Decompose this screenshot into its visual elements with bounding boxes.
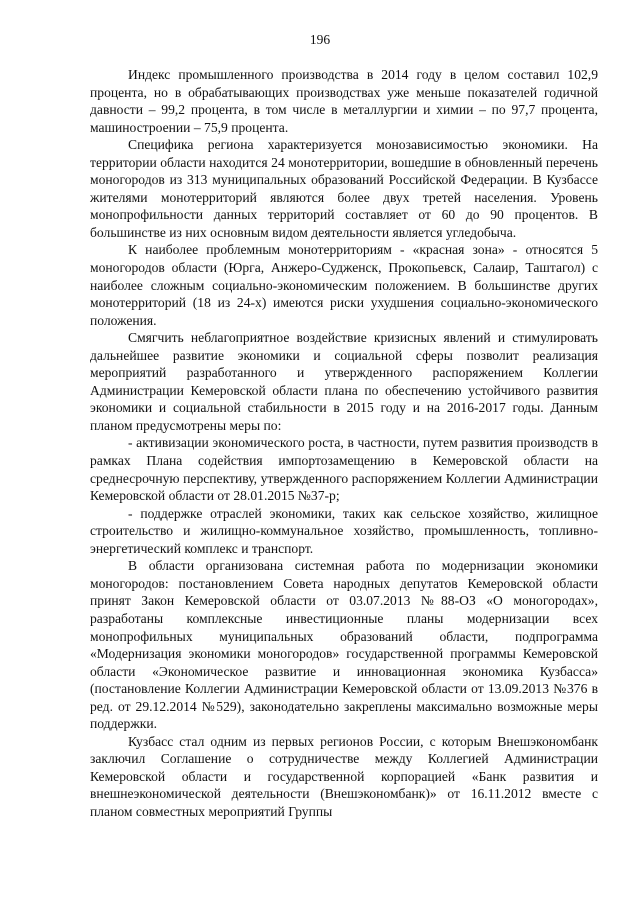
paragraph-region-specifics: Специфика региона характеризуется монозависимостью экономики. На территории области находится 24 монотерритории, вошедшие в обновленный перечень моногородов из 313 муниципальных образований Российской Федерации. В Кузбассе жителями монотерриторий являются более двух третей населения. Уровень монопрофильности данных территорий составляет от 60 до 90 процентов. В большинстве из них основным видом деятельности является угледобыча. xyxy=(90,137,598,240)
paragraph-modernization: В области организована системная работа по модернизации экономики моногородов: постановлением Совета народных депутатов Кемеровской области принят Закон Кемеровской области от 03.07.2013 №88-ОЗ «О моногородах», разработаны комплексные инвестиционные планы модернизации всех монопрофильных муниципальных образований области, подпрограмма «Модернизация экономики моногородов» государственной программы Кемеровской области «Экономическое развитие и инновационная экономика Кузбасса» (постановление Коллегии Администрации Кемеровской области от 13.09.2013 №376 в ред. от 29.12.2014 №529), законодательно закреплены максимально возможные меры поддержки. xyxy=(90,558,598,732)
paragraph-crisis-measures: Смягчить неблагоприятное воздействие кризисных явлений и стимулировать дальнейшее развитие экономики и социальной сферы позволит реализация мероприятий разработанного и утвержденного распоряжением Коллегии Администрации Кемеровской области плана по обеспечению устойчивого развития экономики и социальной стабильности в 2015 году и на 2016-2017 годы. Данным планом предусмотрены меры по: xyxy=(90,330,598,433)
page-number: 196 xyxy=(309,32,331,47)
document-body xyxy=(90,66,598,821)
paragraph-industrial-index: Индекс промышленного производства в 2014 году в целом составил 102,9 процента, но в обрабатывающих производствах уже меньше показателей годичной давности – 99,2 процента, в том числе в металлургии и химии – по 97,7 процента, машиностроении – 75,9 процента. xyxy=(90,67,598,135)
paragraph-list-item-growth: - активизации экономического роста, в частности, путем развития производств в рамках Плана содействия импортозамещению в Кемеровской области на среднесрочную перспективу, утвержденного распоряжением Коллегии Администрации Кемеровской области от 28.01.2015 №37-р; xyxy=(90,435,598,504)
paragraph-list-item-sectors: - поддержке отраслей экономики, таких как сельское хозяйство, жилищное строительство и жилищно-коммунальное хозяйство, промышленность, топливно-энергетический комплекс и транспорт. xyxy=(90,505,598,556)
paragraph-red-zone: К наиболее проблемным монотерриториям - «красная зона» - относятся 5 моногородов области (Юрга, Анжеро-Судженск, Прокопьевск, Салаир, Таштагол) с наиболее сложным социально-экономическим положением. В большинстве других монотерриторий (18 из 24-х) имеются риски ухудшения социально-экономического положения. xyxy=(90,242,598,328)
paragraph-veb-agreement: Кузбасс стал одним из первых регионов России, с которым Внешэкономбанк заключил Соглашение о сотрудничестве между Коллегией Администрации Кемеровской области и государственной корпорацией «Банк развития и внешнеэкономической деятельности (Внешэкономбанк)» от 16.11.2012 вместе с планом совместных мероприятий Группы xyxy=(90,733,598,819)
